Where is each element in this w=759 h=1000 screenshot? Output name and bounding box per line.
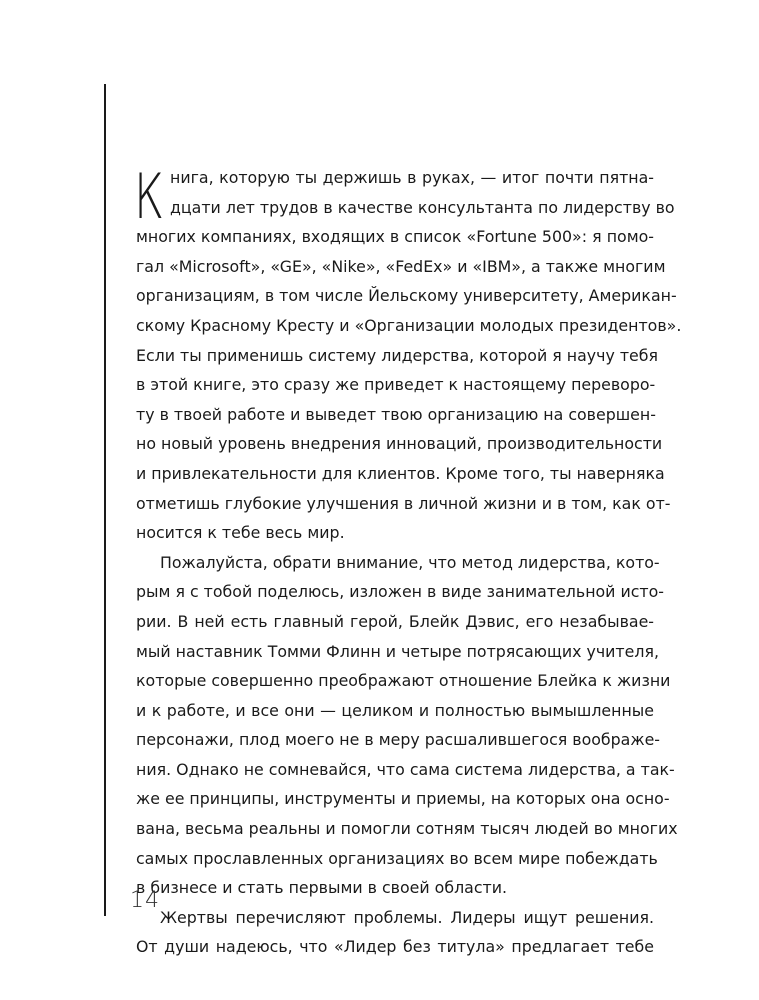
- text-line: ту в твоей работе и выведет твою организацию на совершен-: [136, 404, 656, 424]
- text-line: рым я с тобой поделюсь, изложен в виде занимательной исто-: [136, 582, 664, 602]
- text-line: ния. Однако не сомневайся, что сама система лидерства, а так-: [136, 759, 675, 779]
- text-line: дцати лет трудов в качестве консультанта по лидерству во: [170, 197, 675, 217]
- text-line: носится к тебе весь мир.: [136, 523, 345, 543]
- drop-cap: К: [134, 160, 165, 233]
- text-line: Пожалуйста, обрати внимание, что метод лидерства, кото-: [160, 552, 660, 572]
- text-line: в бизнесе и стать первыми в своей области.: [136, 878, 508, 898]
- text-line: Жертвы перечисляют проблемы. Лидеры ищут решения.: [160, 907, 654, 927]
- text-line: отметишь глубокие улучшения в личной жизни и в том, как от-: [136, 493, 671, 513]
- text-line: нига, которую ты держишь в руках, — итог почти пятна-: [170, 168, 654, 187]
- text-line: же ее принципы, инструменты и приемы, на которых она осно-: [136, 789, 670, 809]
- page-number: 14: [130, 888, 160, 913]
- text-line: рии. В ней есть главный герой, Блейк Дэвис, его незабывае-: [136, 611, 654, 631]
- text-line: многих компаниях, входящих в список «Fortune 500»: я помо-: [136, 227, 654, 247]
- text-line: но новый уровень внедрения инноваций, производительности: [136, 434, 663, 454]
- text-line: Если ты применишь систему лидерства, которой я научу тебя: [136, 345, 658, 365]
- margin-rule: [104, 84, 106, 916]
- text-line: которые совершенно преображают отношение Блейка к жизни: [136, 671, 671, 691]
- text-line: в этой книге, это сразу же приведет к настоящему переворо-: [136, 375, 656, 395]
- text-line: персонажи, плод моего не в меру расшалившегося воображе-: [136, 730, 661, 750]
- text-line: вана, весьма реальны и помогли сотням тысяч людей во многих: [136, 819, 678, 839]
- text-line: и к работе, и все они — целиком и полностью вымышленные: [136, 700, 654, 720]
- text-line: гал «Microsoft», «GE», «Nike», «FedEx» и «IBM», а также многим: [136, 256, 666, 276]
- text-line: От души надеюсь, что «Лидер без титула» предлагает тебе: [136, 937, 654, 957]
- text-line: организациям, в том числе Йельскому университету, Американ-: [136, 286, 677, 306]
- text-line: скому Красному Кресту и «Организации молодых президентов».: [136, 315, 682, 335]
- text-line: самых прославленных организациях во всем мире побеждать: [136, 848, 658, 868]
- body-text: [134, 160, 682, 962]
- text-line: мый наставник Томми Флинн и четыре потрясающих учителя,: [136, 641, 659, 661]
- text-line: и привлекательности для клиентов. Кроме того, ты наверняка: [136, 463, 665, 483]
